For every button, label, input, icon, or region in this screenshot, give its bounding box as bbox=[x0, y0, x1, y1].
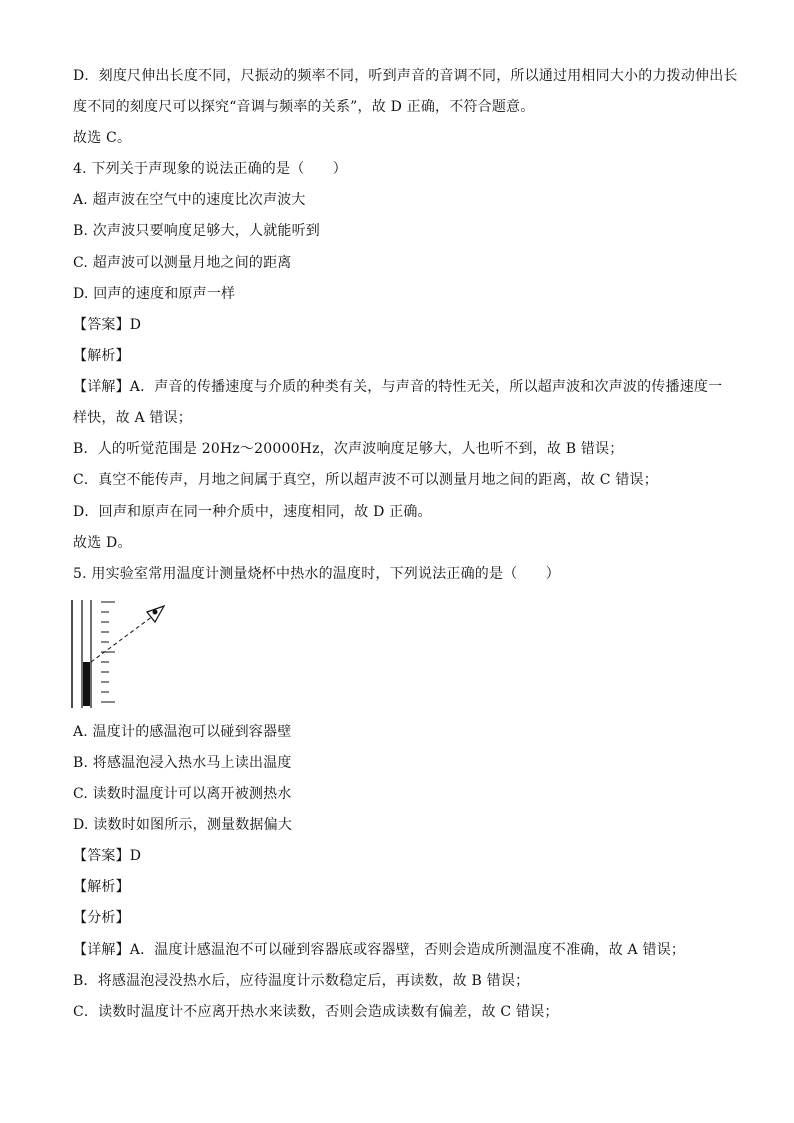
answer-label: 【答案】D bbox=[73, 848, 142, 864]
question-5: 5. 用实验室常用温度计测量烧杯中热水的温度时，下列说法正确的是（ ） bbox=[73, 566, 561, 582]
option-a: A. 超声波在空气中的速度比次声波大 bbox=[73, 192, 306, 208]
answer-label: 【答案】D bbox=[73, 317, 142, 333]
option-b: B. 将感温泡浸入热水马上读出温度 bbox=[73, 755, 292, 771]
analysis-sub-label: 【分析】 bbox=[73, 910, 130, 926]
detail-text: D．回声和原声在同一种介质中，速度相同，故 D 正确。 bbox=[73, 504, 432, 520]
question-4: 4. 下列关于声现象的说法正确的是（ ） bbox=[73, 161, 348, 177]
detail-text: C．真空不能传声，月地之间属于真空，所以超声波不可以测量月地之间的距离，故 C 错误； bbox=[73, 472, 658, 488]
detail-text: 【详解】A．声音的传播速度与介质的种类有关，与声音的特性无关，所以超声波和次声波的传播速度一 bbox=[73, 379, 723, 395]
option-d: D. 读数时如图所示，测量数据偏大 bbox=[73, 817, 293, 833]
detail-text: C．读数时温度计不应离开热水来读数，否则会造成读数有偏差，故 C 错误； bbox=[73, 1004, 559, 1020]
analysis-label: 【解析】 bbox=[73, 879, 130, 895]
text-line: D．刻度尺伸出长度不同，尺振动的频率不同，听到声音的音调不同，所以通过用相同大小的力拨动伸出长 bbox=[73, 68, 738, 84]
option-a: A. 温度计的感温泡可以碰到容器壁 bbox=[73, 724, 292, 740]
option-c: C. 读数时温度计可以离开被测热水 bbox=[73, 786, 292, 802]
option-d: D. 回声的速度和原声一样 bbox=[73, 286, 236, 302]
detail-text: B．人的听觉范围是 20Hz～20000Hz，次声波响度足够大，人也听不到，故 B 错误； bbox=[73, 441, 624, 457]
text-line: 故选 C。 bbox=[73, 130, 132, 146]
text-line: 度不同的刻度尺可以探究“音调与频率的关系”，故 D 正确，不符合题意。 bbox=[73, 99, 535, 115]
text-line: 故选 D。 bbox=[73, 535, 132, 551]
detail-text: 【详解】A．温度计感温泡不可以碰到容器底或容器壁，否则会造成所测温度不准确，故 A 错误； bbox=[73, 942, 686, 958]
detail-text: B．将感温泡浸没热水后，应待温度计示数稳定后，再读数，故 B 错误； bbox=[73, 973, 530, 989]
option-b: B. 次声波只要响度足够大，人就能听到 bbox=[73, 223, 320, 239]
analysis-label: 【解析】 bbox=[73, 348, 130, 364]
thermometer-figure bbox=[67, 598, 177, 710]
detail-text: 样快，故 A 错误； bbox=[73, 410, 193, 426]
option-c: C. 超声波可以测量月地之间的距离 bbox=[73, 255, 292, 271]
